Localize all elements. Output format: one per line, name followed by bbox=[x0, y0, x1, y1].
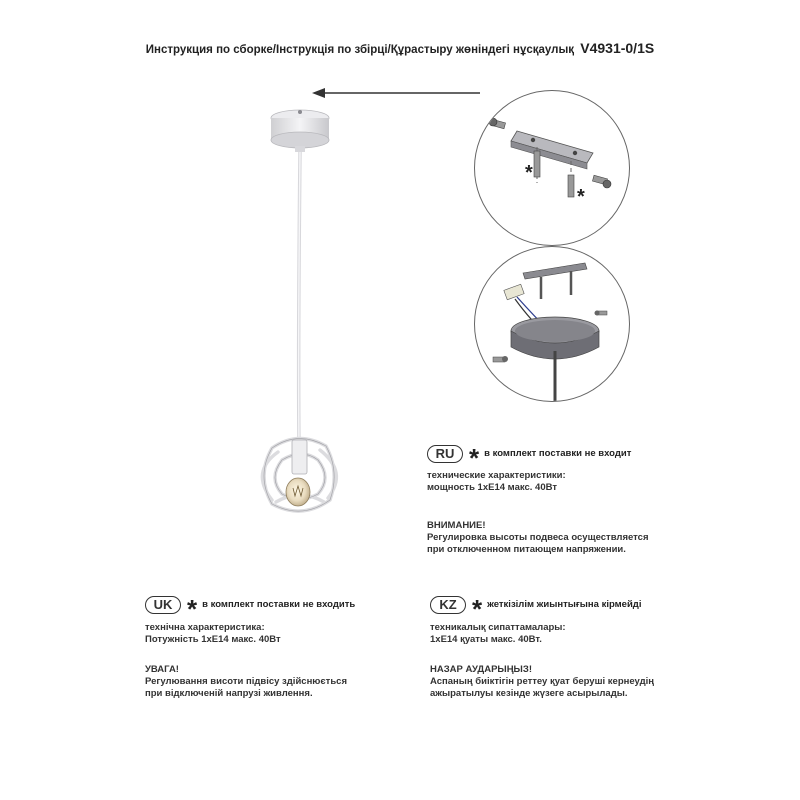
uk-warning-line1: Регулювання висоти підвісу здійснюється bbox=[145, 676, 347, 687]
ru-not-included-note: в комплект поставки не входит bbox=[484, 448, 632, 459]
asterisk-marker: * bbox=[187, 594, 198, 624]
uk-warning-title: УВАГА! bbox=[145, 664, 179, 675]
ru-section bbox=[427, 445, 649, 556]
ru-specs-power: мощность 1xE14 макс. 40Вт bbox=[427, 482, 557, 493]
terminal-block bbox=[504, 284, 524, 300]
model-number: V4931-0/1S bbox=[580, 40, 655, 56]
uk-specs-power: Потужність 1xE14 макс. 40Вт bbox=[145, 634, 281, 645]
ru-warning-line2: при отключенном питающем напряжении. bbox=[427, 544, 626, 555]
bracket-detail-circle bbox=[474, 90, 630, 246]
pointer-arrow bbox=[312, 86, 482, 100]
instruction-title: Инструкция по сборке/Інструкція по збірці/Құрастыру жөніндегі нұсқаулық bbox=[145, 44, 575, 56]
mounting-bracket-diagram bbox=[475, 91, 629, 245]
wiring-detail-circle bbox=[474, 246, 630, 402]
kz-specs-power: 1xE14 қуаты макс. 40Вт. bbox=[430, 634, 542, 645]
ru-warning-line1: Регулировка высоты подвеса осуществляется bbox=[427, 532, 649, 543]
asterisk-marker: * bbox=[472, 594, 483, 624]
pendant-lamp-illustration bbox=[220, 100, 380, 540]
page-title bbox=[0, 40, 800, 56]
kz-warning-line2: ажыратылуы кезінде жүзеге асырылады. bbox=[430, 688, 628, 699]
kz-specs-title: техникалық сипаттамалары: bbox=[430, 622, 566, 633]
uk-specs-title: технічна характеристика: bbox=[145, 622, 265, 633]
screw-icon bbox=[489, 118, 506, 129]
lamp-socket bbox=[292, 440, 307, 474]
screw-icon bbox=[595, 311, 608, 316]
screw-icon bbox=[493, 356, 508, 362]
uk-warning-line2: при відключеній напрузі живлення. bbox=[145, 688, 313, 699]
ceiling-canopy bbox=[271, 110, 329, 152]
uk-section bbox=[145, 596, 355, 700]
kz-warning-line1: Аспаның биіктігін реттеу қуат беруші кернеудің bbox=[430, 676, 654, 687]
uk-not-included-note: в комплект поставки не входить bbox=[202, 599, 356, 610]
ru-specs-title: технические характеристики: bbox=[427, 470, 566, 481]
kz-warning-title: НАЗАР АУДАРЫҢЫЗ! bbox=[430, 664, 532, 675]
ru-warning-title: ВНИМАНИЕ! bbox=[427, 520, 486, 531]
kz-not-included-note: жеткізілім жиынтығына кірмейді bbox=[487, 599, 642, 610]
excluded-part-marker: * bbox=[577, 186, 585, 208]
canopy-wiring-diagram bbox=[475, 247, 629, 401]
language-badge-uk: UK bbox=[145, 596, 181, 614]
asterisk-marker: * bbox=[469, 443, 480, 473]
kz-section bbox=[430, 596, 654, 700]
excluded-part-marker: * bbox=[525, 162, 533, 184]
language-badge-ru: RU bbox=[427, 445, 463, 463]
language-badge-kz: KZ bbox=[430, 596, 466, 614]
screw-icon bbox=[592, 175, 611, 188]
light-bulb bbox=[286, 478, 310, 506]
